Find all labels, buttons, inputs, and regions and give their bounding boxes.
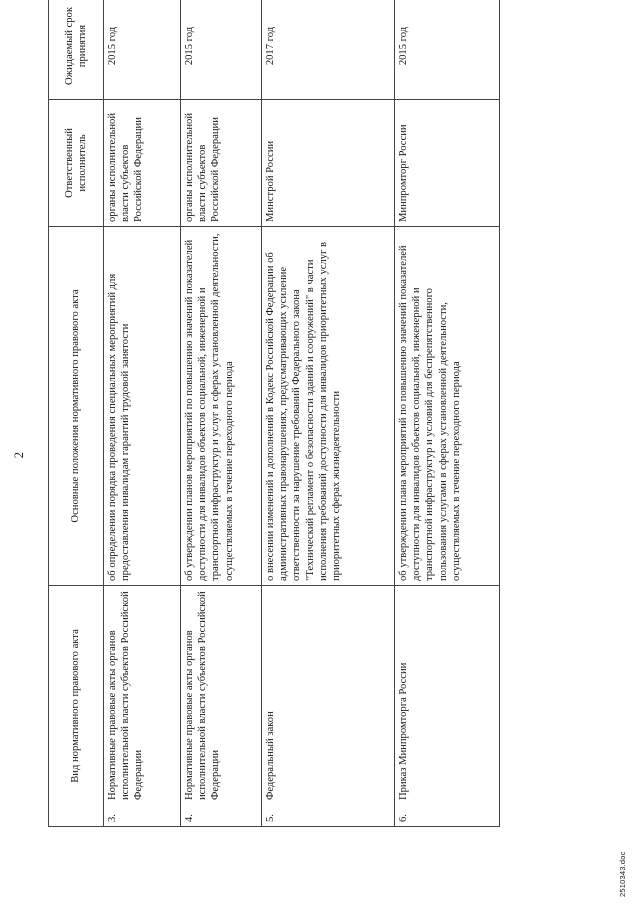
cell-term: 2015 год bbox=[104, 0, 181, 100]
header-term: Ожидаемый срок принятия bbox=[49, 0, 104, 100]
table-header-row bbox=[49, 0, 104, 827]
cell-term: 2017 год bbox=[262, 0, 395, 100]
header-act-type: Вид нормативного правового акта bbox=[49, 586, 104, 827]
cell-main-provisions: об утверждении плана мероприятий по повышению значений показателей доступности для инвалидов объектов социальной, инженерной и транспортной инфраструктур и условий для беспрепятственного пользования услугами в сферах установленной деятельности, осуществляемых в течение переходного периода bbox=[395, 227, 500, 586]
cell-executor: Минстрой России bbox=[262, 100, 395, 227]
table-row bbox=[181, 0, 262, 827]
header-executor: Ответственный исполнитель bbox=[49, 100, 104, 227]
row-number: 3. bbox=[107, 814, 118, 822]
cell-executor: Минпромторг России bbox=[395, 100, 500, 227]
row-number: 4. bbox=[184, 814, 195, 822]
table-row bbox=[104, 0, 181, 827]
row-number: 6. bbox=[398, 814, 409, 822]
cell-executor: органы исполнительной власти субъектов Российской Федерации bbox=[181, 100, 262, 227]
act-type-text: Нормативные правовые акты органов исполнительной власти субъектов Российской Федерации bbox=[184, 591, 222, 801]
cell-act-type bbox=[181, 586, 262, 827]
table-row bbox=[395, 0, 500, 827]
cell-main-provisions: о внесении изменений и дополнений в Кодекс Российской Федерации об административных правонарушениях, предусматривающих усиление ответственности за нарушение требований Федерального закона "Технический регламент о безопасности зданий и сооружений" в части исполнения требований доступности для инвалидов приоритетных услуг в приоритетных сферах жизнедеятельности bbox=[262, 227, 395, 586]
cell-act-type bbox=[395, 586, 500, 827]
document-id: 2510343.doc bbox=[618, 851, 627, 897]
cell-term: 2015 год bbox=[395, 0, 500, 100]
cell-executor: органы исполнительной власти субъектов Российской Федерации bbox=[104, 100, 181, 227]
cell-main-provisions: об утверждении планов мероприятий по повышению значений показателей доступности для инвалидов объектов социальной, инженерной и транспортной инфраструктур и услуг в сферах установленной деятельности, осуществляемых в течение переходного периода bbox=[181, 227, 262, 586]
header-main-provisions: Основные положения нормативного правового акта bbox=[49, 227, 104, 586]
cell-term: 2015 год bbox=[181, 0, 262, 100]
cell-act-type bbox=[262, 586, 395, 827]
act-type-text: Приказ Минпромторга России bbox=[398, 662, 409, 801]
act-type-text: Федеральный закон bbox=[265, 711, 276, 801]
cell-main-provisions: об определении порядка проведения специальных мероприятий для предоставления инвалидам гарантий трудовой занятости bbox=[104, 227, 181, 586]
page-number: 2 bbox=[12, 452, 26, 459]
cell-act-type bbox=[104, 586, 181, 827]
legal-acts-table bbox=[48, 0, 500, 827]
table-row bbox=[262, 0, 395, 827]
act-type-text: Нормативные правовые акты органов исполнительной власти субъектов Российской Федерации bbox=[107, 591, 145, 801]
row-number: 5. bbox=[265, 814, 276, 822]
